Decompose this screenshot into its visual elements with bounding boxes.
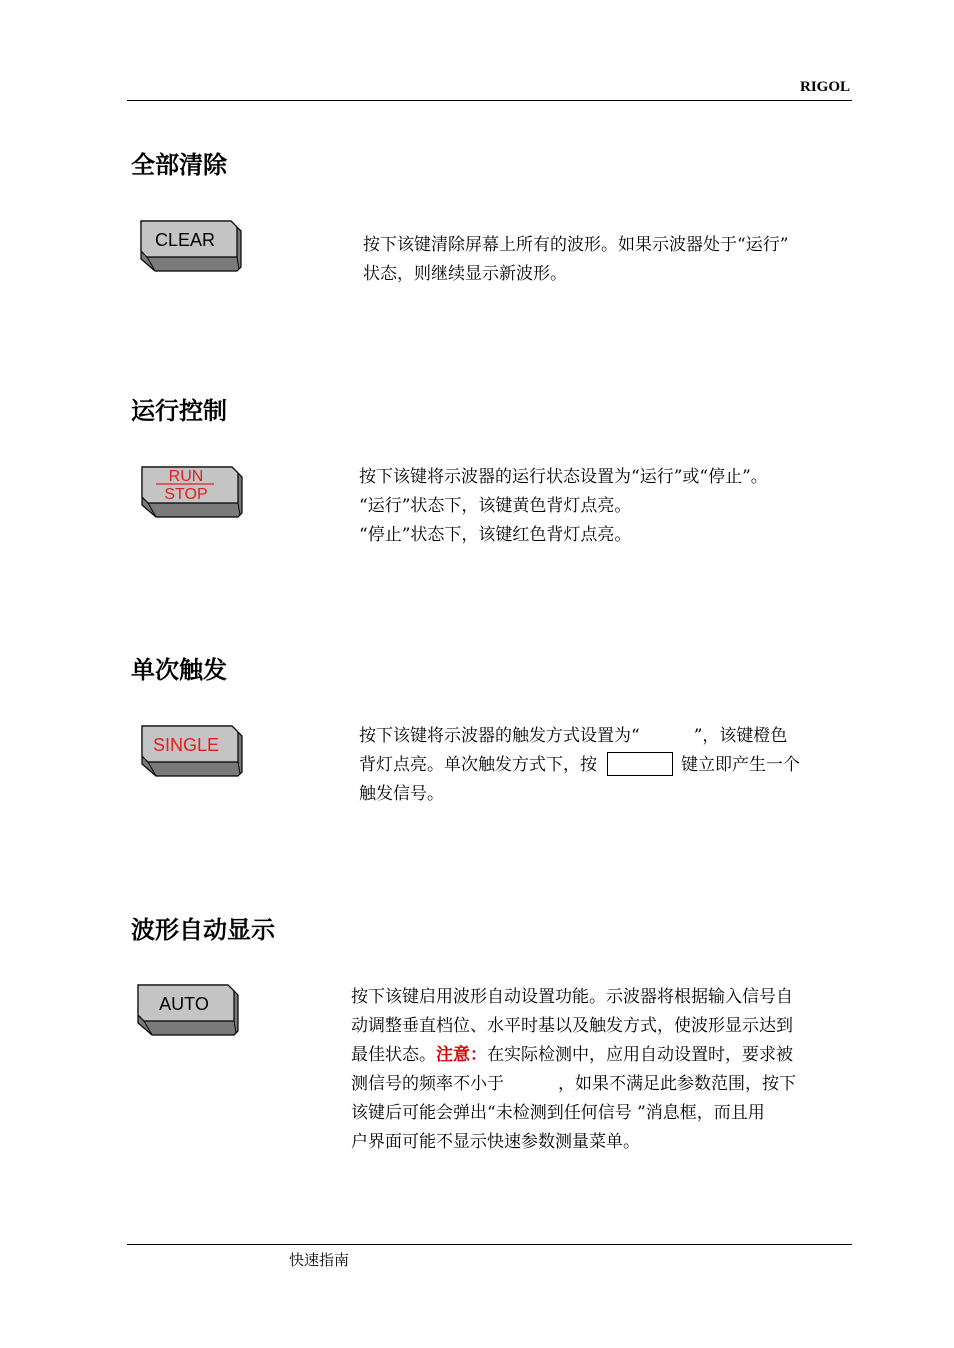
- clear-key: [133, 219, 243, 273]
- text-line: 动调整垂直档位、水平时基以及触发方式，使波形显示达到: [351, 1016, 793, 1036]
- single-key-label: SINGLE: [152, 735, 220, 755]
- run-key-label: RUN: [168, 468, 204, 485]
- auto-description: [351, 983, 796, 1157]
- auto-key-label: AUTO: [159, 994, 209, 1014]
- section-title-single: 单次触发: [131, 656, 227, 684]
- text-line: 测信号的频率不小于 ，如果不满足此参数范围，按下: [351, 1074, 796, 1094]
- footer-rule: [127, 1244, 852, 1245]
- text-line: 按下该键将示波器的运行状态设置为“运行”或“停止”。: [359, 467, 768, 487]
- text-line: 触发信号。: [359, 784, 444, 804]
- brand-logo: RIGOL: [799, 79, 850, 95]
- section-title-clear: 全部清除: [131, 151, 227, 179]
- text-line: “运行”状态下，该键黄色背灯点亮。: [359, 496, 632, 516]
- auto-key: [130, 983, 240, 1037]
- text-line: 按下该键启用波形自动设置功能。示波器将根据输入信号自: [351, 987, 793, 1007]
- text-line: 该键后可能会弹出“未检测到任何信号 ”消息框，而且用: [351, 1103, 765, 1123]
- run-control-description: [359, 463, 768, 550]
- text-line: 按下该键清除屏幕上所有的波形。如果示波器处于“运行”: [363, 235, 789, 255]
- text-line: 最佳状态。注意：在实际检测中，应用自动设置时，要求被: [351, 1045, 793, 1065]
- text-line: 背灯点亮。单次触发方式下，按 键立即产生一个: [359, 751, 800, 780]
- header-rule: [127, 100, 852, 101]
- clear-description: [363, 231, 788, 289]
- text-line: 户界面可能不显示快速参数测量菜单。: [351, 1132, 640, 1152]
- stop-key-label: STOP: [164, 486, 208, 503]
- section-title-run-control: 运行控制: [131, 397, 227, 425]
- footer-title: 快速指南: [289, 1251, 350, 1269]
- text-line: “停止”状态下，该键红色背灯点亮。: [359, 525, 632, 545]
- section-title-auto: 波形自动显示: [131, 916, 275, 944]
- single-key: [134, 724, 244, 778]
- clear-key-label: CLEAR: [154, 230, 216, 250]
- key-reference-box: [607, 752, 673, 776]
- text-line: 按下该键将示波器的触发方式设置为“ ”，该键橙色: [359, 726, 788, 746]
- run-stop-key: [134, 465, 244, 519]
- text-line: 状态，则继续显示新波形。: [363, 264, 567, 284]
- note-label: 注意：: [436, 1045, 487, 1065]
- single-description: [359, 722, 800, 809]
